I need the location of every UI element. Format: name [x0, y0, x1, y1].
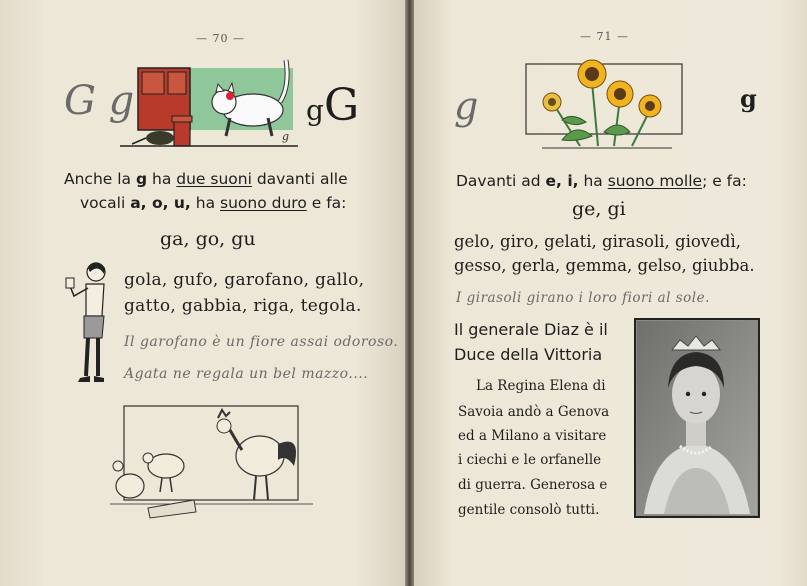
- intro-letter: g: [135, 170, 148, 188]
- heading-line-1: Il generale Diaz è il: [454, 320, 608, 339]
- book-gutter: [405, 0, 414, 586]
- intro-line: Davanti ad e, i, ha suono molle; e fa:: [456, 172, 747, 190]
- syllables-hard: ga, go, gu: [160, 228, 256, 250]
- sunflowers-illustration: [522, 52, 688, 152]
- intro-underline-2: suono duro: [220, 194, 307, 212]
- cursive-line-2: Agata ne regala un bel mazzo....: [124, 366, 369, 382]
- paragraph-line-6: gentile consolò tutti.: [458, 502, 600, 518]
- cat-illustration: [118, 56, 298, 152]
- intro-underline-1: due suoni: [176, 170, 252, 188]
- cursive-line-1: Il garofano è un fiore assai odoroso.: [124, 334, 399, 350]
- intro-underline-soft: suono molle: [607, 172, 703, 190]
- boy-illustration: [62, 258, 112, 388]
- words-soft-line-1: gelo, giro, gelati, girasoli, giovedì,: [454, 232, 741, 251]
- syllables-soft: ge, gi: [572, 198, 626, 220]
- intro-vowels: a, o, u,: [130, 194, 191, 212]
- right-page: [414, 0, 807, 586]
- page-number-right: — 71 —: [580, 30, 629, 43]
- cursive-line-sunflowers: I girasoli girano i loro fiori al sole.: [456, 290, 710, 306]
- header-print-letter: g: [740, 84, 757, 113]
- hens-rooster-illustration: [108, 404, 318, 524]
- words-hard-line-2: gatto, gabbia, riga, tegola.: [124, 296, 362, 316]
- illustration-letter: g: [282, 130, 290, 143]
- paragraph-line-4: i ciechi e le orfanelle: [458, 452, 602, 468]
- words-hard-line-1: gola, gufo, garofano, gallo,: [124, 270, 365, 290]
- heading-line-2: Duce della Vittoria: [454, 345, 603, 364]
- header-script-letters: G g: [64, 78, 135, 124]
- page-number-left: — 70 —: [196, 32, 245, 45]
- intro-line-2: vocali a, o, u, ha suono duro e fa:: [80, 194, 347, 212]
- paragraph-line-3: ed a Milano a visitare: [458, 428, 607, 444]
- paragraph-line-2: Savoia andò a Genova: [458, 404, 610, 420]
- header-script-letter: g: [454, 84, 479, 128]
- paragraph-line-1: La Regina Elena di: [476, 378, 606, 394]
- header-print-large: G: [324, 80, 360, 131]
- words-soft-line-2: gesso, gerla, gemma, gelso, giubba.: [454, 256, 755, 275]
- intro-vowels-soft: e, i,: [545, 172, 579, 190]
- intro-line-1: Anche la g ha due suoni davanti alle: [64, 170, 348, 188]
- queen-elena-portrait: [634, 318, 760, 518]
- header-print-small: g: [306, 94, 324, 127]
- paragraph-line-5: di guerra. Generosa e: [458, 477, 608, 493]
